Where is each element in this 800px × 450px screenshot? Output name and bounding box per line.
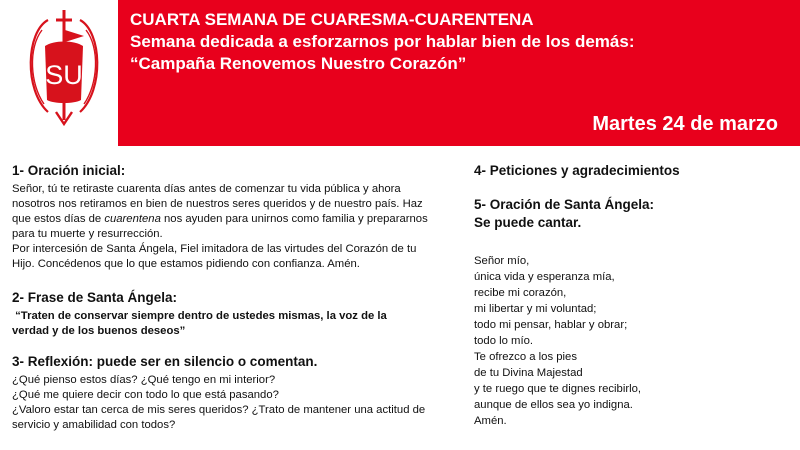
section-frase-title: 2- Frase de Santa Ángela: — [12, 290, 178, 305]
poem-line: de tu Divina Majestad — [474, 367, 583, 379]
section-oracion-body — [12, 182, 460, 272]
header-line-1: CUARTA SEMANA DE CUARESMA-CUARENTENA — [130, 10, 534, 29]
poem-line: recibe mi corazón, — [474, 287, 567, 299]
header-banner — [118, 0, 800, 146]
section-reflexion-body — [12, 373, 460, 433]
oracion-line: nosotros nos retiramos en bien de nuestros seres queridos y de nuestro país. Haz — [12, 198, 423, 210]
poem-line: todo lo mío. — [474, 335, 534, 347]
section-cantar-title: 5- Oración de Santa Ángela: — [474, 197, 655, 212]
reflexion-line: ¿Qué me quiere decir con todo lo que está pasando? — [12, 389, 279, 401]
oracion-line: Por intercesión de Santa Ángela, Fiel imitadora de las virtudes del Corazón de tu — [12, 243, 417, 255]
oracion-line: Hijo. Concédenos que lo que estamos pidiendo con confianza. Amén. — [12, 258, 360, 270]
section-frase-body — [12, 309, 460, 339]
oracion-text: nos ayuden para unirnos como familia y prepararnos — [160, 213, 428, 225]
poem-line: mi libertar y mi voluntad; — [474, 303, 597, 315]
section-reflexion-title: 3- Reflexión: puede ser en silencio o comentan. — [12, 354, 318, 369]
poem-line: Te ofrezco a los pies — [474, 351, 577, 363]
reflexion-line: ¿Valoro estar tan cerca de mis seres queridos? ¿Trato de mantener una actitud de — [12, 404, 426, 416]
su-logo — [18, 8, 110, 128]
frase-line: “Traten de conservar siempre dentro de ustedes mismas, la voz de la — [12, 310, 387, 322]
oracion-text: que estos días de — [12, 213, 105, 225]
reflexion-line: ¿Qué pienso estos días? ¿Qué tengo en mi interior? — [12, 374, 276, 386]
poem-line: Amén. — [474, 415, 507, 427]
oracion-italic: cuarentena — [104, 213, 161, 225]
poem — [474, 253, 794, 429]
header-line-3: “Campaña Renovemos Nuestro Corazón” — [130, 54, 467, 73]
header-date: Martes 24 de marzo — [592, 113, 778, 135]
oracion-line: Señor, tú te retiraste cuarenta días antes de comenzar tu vida pública y ahora — [12, 183, 401, 195]
oracion-line: para tu muerte y resurrección. — [12, 228, 163, 240]
section-oracion-title: 1- Oración inicial: — [12, 163, 126, 178]
poem-line: aunque de ellos sea yo indigna. — [474, 399, 633, 411]
header-line-2: Semana dedicada a esforzarnos por hablar bien de los demás: — [130, 32, 635, 51]
poem-line: y te ruego que te dignes recibirlo, — [474, 383, 642, 395]
poem-line: Señor mío, — [474, 255, 530, 267]
section-cantar-subtitle: Se puede cantar. — [474, 215, 582, 230]
oracion-line — [12, 212, 460, 227]
section-peticiones-title: 4- Peticiones y agradecimientos — [474, 163, 680, 178]
frase-line: verdad y de los buenos deseos” — [12, 325, 186, 337]
left-column — [12, 163, 460, 433]
poem-line: única vida y esperanza mía, — [474, 271, 615, 283]
right-column — [474, 163, 794, 429]
poem-line: todo mi pensar, hablar y obrar; — [474, 319, 628, 331]
logo-text: SU — [45, 60, 83, 90]
reflexion-line: servicio y amabilidad con todos? — [12, 419, 176, 431]
